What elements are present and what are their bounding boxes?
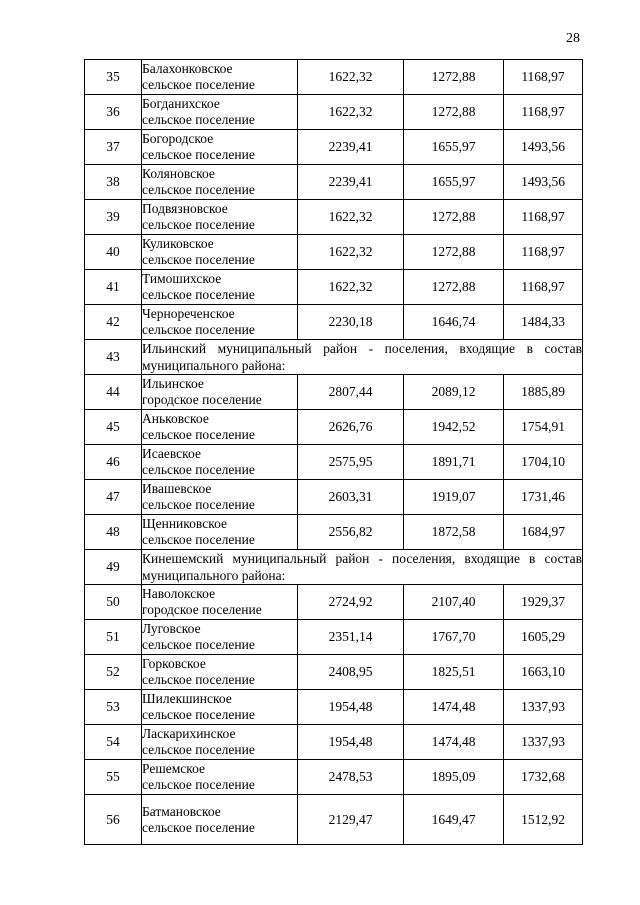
table-row (85, 795, 583, 845)
value-col-3: 1512,92 (504, 795, 583, 845)
value-col-2: 1655,97 (404, 130, 504, 165)
value-col-1: 1954,48 (298, 725, 404, 760)
settlement-type: сельское поселение (142, 182, 255, 197)
value-col-1: 2603,31 (298, 480, 404, 515)
settlement-name-cell (142, 725, 298, 760)
value-col-1: 2626,76 (298, 410, 404, 445)
value-col-2: 1655,97 (404, 165, 504, 200)
value-col-1: 1622,32 (298, 235, 404, 270)
settlement-name-cell (142, 165, 298, 200)
table-row (85, 655, 583, 690)
settlement-name-cell (142, 60, 298, 95)
row-number: 40 (85, 235, 142, 270)
district-heading: Ильинский муниципальный район - поселения, входящие в состав муниципального района: (142, 341, 582, 373)
table-row (85, 760, 583, 795)
settlement-name-cell (142, 375, 298, 410)
row-number: 46 (85, 445, 142, 480)
value-col-2: 1825,51 (404, 655, 504, 690)
table-row (85, 60, 583, 95)
settlement-type: сельское поселение (142, 252, 255, 267)
value-col-1: 2351,14 (298, 620, 404, 655)
table-row (85, 200, 583, 235)
settlement-type: сельское поселение (142, 427, 255, 442)
settlement-type: сельское поселение (142, 637, 255, 652)
row-number: 42 (85, 305, 142, 340)
row-number: 38 (85, 165, 142, 200)
value-col-3: 1732,68 (504, 760, 583, 795)
value-col-3: 1605,29 (504, 620, 583, 655)
settlement-name: Чернореченское (142, 306, 235, 321)
value-col-2: 1474,48 (404, 725, 504, 760)
settlement-rates-table (84, 59, 583, 845)
settlement-type: сельское поселение (142, 77, 255, 92)
settlement-type: сельское поселение (142, 287, 255, 302)
settlement-type: сельское поселение (142, 112, 255, 127)
table-row (85, 515, 583, 550)
row-number: 47 (85, 480, 142, 515)
table-row (85, 480, 583, 515)
table-row (85, 375, 583, 410)
row-number: 56 (85, 795, 142, 845)
value-col-3: 1337,93 (504, 725, 583, 760)
settlement-name: Балахонковское (142, 61, 233, 76)
value-col-1: 2807,44 (298, 375, 404, 410)
table-row (85, 725, 583, 760)
table-row (85, 165, 583, 200)
value-col-2: 1272,88 (404, 270, 504, 305)
value-col-2: 1872,58 (404, 515, 504, 550)
row-number: 39 (85, 200, 142, 235)
value-col-3: 1484,33 (504, 305, 583, 340)
value-col-1: 2129,47 (298, 795, 404, 845)
value-col-1: 1622,32 (298, 60, 404, 95)
value-col-2: 1474,48 (404, 690, 504, 725)
settlement-type: сельское поселение (142, 462, 255, 477)
district-header-row (85, 340, 583, 375)
row-number: 43 (85, 340, 142, 375)
table-row (85, 130, 583, 165)
value-col-3: 1168,97 (504, 60, 583, 95)
settlement-name-cell (142, 690, 298, 725)
value-col-1: 2408,95 (298, 655, 404, 690)
row-number: 52 (85, 655, 142, 690)
row-number: 45 (85, 410, 142, 445)
row-number: 44 (85, 375, 142, 410)
settlement-name-cell (142, 130, 298, 165)
settlement-name: Ивашевское (142, 481, 212, 496)
value-col-1: 2556,82 (298, 515, 404, 550)
district-heading: Кинешемский муниципальный район - поселения, входящие в состав муниципального района: (142, 551, 582, 583)
row-number: 53 (85, 690, 142, 725)
settlement-type: сельское поселение (142, 532, 255, 547)
settlement-name: Исаевское (142, 446, 201, 461)
value-col-3: 1754,91 (504, 410, 583, 445)
table-row (85, 95, 583, 130)
settlement-name-cell (142, 515, 298, 550)
settlement-type: сельское поселение (142, 777, 255, 792)
value-col-3: 1663,10 (504, 655, 583, 690)
settlement-name: Куликовское (142, 236, 214, 251)
settlement-name: Богородское (142, 131, 214, 146)
row-number: 49 (85, 550, 142, 585)
value-col-1: 2724,92 (298, 585, 404, 620)
value-col-3: 1168,97 (504, 200, 583, 235)
settlement-name: Ласкарихинское (142, 726, 236, 741)
settlement-name-cell (142, 620, 298, 655)
settlement-name: Богданихское (142, 96, 220, 111)
table-row (85, 270, 583, 305)
district-header-row (85, 550, 583, 585)
settlement-name-cell (142, 760, 298, 795)
value-col-1: 1622,32 (298, 95, 404, 130)
value-col-3: 1168,97 (504, 270, 583, 305)
table-body (85, 60, 583, 845)
value-col-3: 1929,37 (504, 585, 583, 620)
settlement-name-cell (142, 95, 298, 130)
value-col-2: 1272,88 (404, 200, 504, 235)
settlement-type: городское поселение (142, 602, 262, 617)
table-row (85, 410, 583, 445)
settlement-name-cell (142, 795, 298, 845)
value-col-2: 2089,12 (404, 375, 504, 410)
settlement-type: сельское поселение (142, 707, 255, 722)
settlement-name: Коляновское (142, 166, 215, 181)
settlement-type: сельское поселение (142, 147, 255, 162)
settlement-name-cell (142, 480, 298, 515)
settlement-name-cell (142, 235, 298, 270)
value-col-1: 2575,95 (298, 445, 404, 480)
value-col-2: 1891,71 (404, 445, 504, 480)
settlement-name: Батмановское (142, 803, 221, 819)
table-row (85, 690, 583, 725)
value-col-3: 1885,89 (504, 375, 583, 410)
row-number: 51 (85, 620, 142, 655)
value-col-1: 2239,41 (298, 165, 404, 200)
settlement-type: сельское поселение (142, 322, 255, 337)
value-col-3: 1168,97 (504, 95, 583, 130)
settlement-type: сельское поселение (142, 672, 255, 687)
settlement-name: Луговское (142, 621, 201, 636)
value-col-2: 1649,47 (404, 795, 504, 845)
value-col-2: 1919,07 (404, 480, 504, 515)
table-row (85, 585, 583, 620)
settlement-type: сельское поселение (142, 742, 255, 757)
page-number: 28 (566, 31, 580, 46)
settlement-name-cell (142, 270, 298, 305)
table-row (85, 445, 583, 480)
settlement-name-cell (142, 445, 298, 480)
value-col-1: 1622,32 (298, 270, 404, 305)
settlement-name: Горковское (142, 656, 206, 671)
value-col-1: 1954,48 (298, 690, 404, 725)
row-number: 36 (85, 95, 142, 130)
settlement-name: Щенниковское (142, 516, 227, 531)
value-col-3: 1684,97 (504, 515, 583, 550)
settlement-name-cell (142, 305, 298, 340)
value-col-3: 1731,46 (504, 480, 583, 515)
value-col-2: 2107,40 (404, 585, 504, 620)
value-col-3: 1168,97 (504, 235, 583, 270)
settlement-type: сельское поселение (142, 497, 255, 512)
value-col-1: 2230,18 (298, 305, 404, 340)
settlement-name: Решемское (142, 761, 206, 776)
settlement-name: Подвязновское (142, 201, 228, 216)
value-col-2: 1272,88 (404, 95, 504, 130)
row-number: 41 (85, 270, 142, 305)
value-col-2: 1942,52 (404, 410, 504, 445)
settlement-type: сельское поселение (142, 819, 255, 835)
value-col-3: 1493,56 (504, 130, 583, 165)
settlement-name: Шилекшинское (142, 691, 232, 706)
table-row (85, 620, 583, 655)
settlement-name-cell (142, 585, 298, 620)
value-col-2: 1272,88 (404, 235, 504, 270)
row-number: 35 (85, 60, 142, 95)
settlement-name: Ильинское (142, 376, 204, 391)
row-number: 37 (85, 130, 142, 165)
settlement-name: Наволокское (142, 586, 216, 601)
settlement-type: городское поселение (142, 392, 262, 407)
settlement-name: Аньковское (142, 411, 209, 426)
value-col-1: 2478,53 (298, 760, 404, 795)
value-col-3: 1704,10 (504, 445, 583, 480)
settlement-name: Тимошихское (142, 271, 222, 286)
settlement-name-cell (142, 655, 298, 690)
settlement-name-cell (142, 410, 298, 445)
settlement-type: сельское поселение (142, 217, 255, 232)
table-row (85, 235, 583, 270)
table-row (85, 305, 583, 340)
row-number: 48 (85, 515, 142, 550)
value-col-2: 1272,88 (404, 60, 504, 95)
value-col-3: 1493,56 (504, 165, 583, 200)
row-number: 55 (85, 760, 142, 795)
value-col-2: 1895,09 (404, 760, 504, 795)
row-number: 50 (85, 585, 142, 620)
value-col-1: 2239,41 (298, 130, 404, 165)
value-col-3: 1337,93 (504, 690, 583, 725)
value-col-2: 1767,70 (404, 620, 504, 655)
row-number: 54 (85, 725, 142, 760)
value-col-2: 1646,74 (404, 305, 504, 340)
settlement-name-cell (142, 200, 298, 235)
value-col-1: 1622,32 (298, 200, 404, 235)
